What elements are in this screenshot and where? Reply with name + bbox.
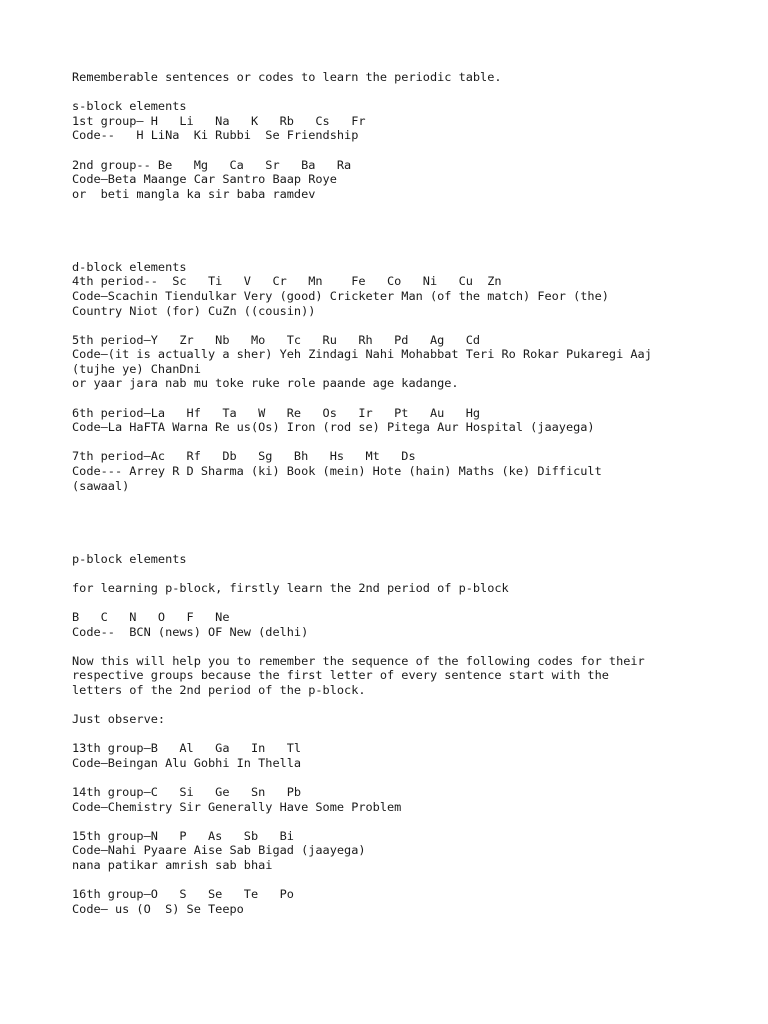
text-line: Code— us (O S) Se Teepo xyxy=(72,901,244,916)
text-line: 7th period—Ac Rf Db Sg Bh Hs Mt Ds xyxy=(72,449,416,464)
text-line xyxy=(72,318,752,333)
text-line: Code—Chemistry Sir Generally Have Some Problem xyxy=(72,799,402,814)
text-line: 5th period—Y Zr Nb Mo Tc Ru Rh Pd Ag Cd xyxy=(72,332,481,347)
text-line xyxy=(72,873,752,888)
text-line xyxy=(72,391,752,406)
text-line xyxy=(72,522,752,537)
text-line: Code-- H LiNa Ki Rubbi Se Friendship xyxy=(72,128,359,143)
text-line: 2nd group-- Be Mg Ca Sr Ba Ra xyxy=(72,157,352,172)
text-line: Code—(it is actually a sher) Yeh Zindagi Nahi Mohabbat Teri Ro Rokar Pukaregi Aaj xyxy=(72,347,652,362)
text-line: d-block elements xyxy=(72,259,187,274)
text-line xyxy=(72,566,752,581)
text-line: respective groups because the first letter of every sentence start with the xyxy=(72,668,609,683)
text-line: 4th period-- Sc Ti V Cr Mn Fe Co Ni Cu Zn xyxy=(72,274,502,289)
text-line: Country Niot (for) CuZn ((cousin)) xyxy=(72,303,316,318)
text-line xyxy=(72,435,752,450)
text-line: 15th group—N P As Sb Bi xyxy=(72,828,294,843)
text-line xyxy=(72,216,752,231)
text-line: Code—Beingan Alu Gobhi In Thella xyxy=(72,755,302,770)
text-line: 6th period—La Hf Ta W Re Os Ir Pt Au Hg xyxy=(72,405,481,420)
text-line xyxy=(72,493,752,508)
text-line: Code—Scachin Tiendulkar Very (good) Cricketer Man (of the match) Feor (the) xyxy=(72,288,609,303)
text-line: Code—Beta Maange Car Santro Baap Roye xyxy=(72,172,337,187)
text-line: Code—Nahi Pyaare Aise Sab Bigad (jaayega) xyxy=(72,843,366,858)
text-line xyxy=(72,727,752,742)
text-line xyxy=(72,595,752,610)
text-line xyxy=(72,771,752,786)
text-line: Code-- BCN (news) OF New (delhi) xyxy=(72,624,309,639)
text-line xyxy=(72,508,752,523)
text-line xyxy=(72,201,752,216)
text-line: Code—La HaFTA Warna Re us(Os) Iron (rod se) Pitega Aur Hospital (jaayega) xyxy=(72,420,595,435)
text-line xyxy=(72,85,752,100)
text-line: for learning p-block, firstly learn the 2nd period of p-block xyxy=(72,580,509,595)
text-line: letters of the 2nd period of the p-block. xyxy=(72,682,366,697)
text-line: Code--- Arrey R D Sharma (ki) Book (mein) Hote (hain) Maths (ke) Difficult xyxy=(72,464,602,479)
text-line: (tujhe ye) ChanDni xyxy=(72,361,201,376)
document-body xyxy=(72,70,752,916)
text-line: Now this will help you to remember the sequence of the following codes for their xyxy=(72,653,645,668)
text-line: Just observe: xyxy=(72,712,166,727)
text-line: 14th group—C Si Ge Sn Pb xyxy=(72,785,302,800)
text-line: s-block elements xyxy=(72,99,187,114)
text-line: or yaar jara nab mu toke ruke role paande age kadange. xyxy=(72,376,459,391)
text-line: or beti mangla ka sir baba ramdev xyxy=(72,186,316,201)
text-line: 1st group— H Li Na K Rb Cs Fr xyxy=(72,113,366,128)
text-line: B C N O F Ne xyxy=(72,609,230,624)
text-line xyxy=(72,639,752,654)
text-line: p-block elements xyxy=(72,551,187,566)
text-line: (sawaal) xyxy=(72,478,130,493)
text-line xyxy=(72,537,752,552)
text-line: 16th group—O S Se Te Po xyxy=(72,887,294,902)
text-line: nana patikar amrish sab bhai xyxy=(72,858,273,873)
text-line xyxy=(72,698,752,713)
text-line xyxy=(72,245,752,260)
text-line xyxy=(72,231,752,246)
text-line: 13th group—B Al Ga In Tl xyxy=(72,741,302,756)
text-line: Rememberable sentences or codes to learn the periodic table. xyxy=(72,70,502,84)
text-line xyxy=(72,143,752,158)
text-line xyxy=(72,814,752,829)
